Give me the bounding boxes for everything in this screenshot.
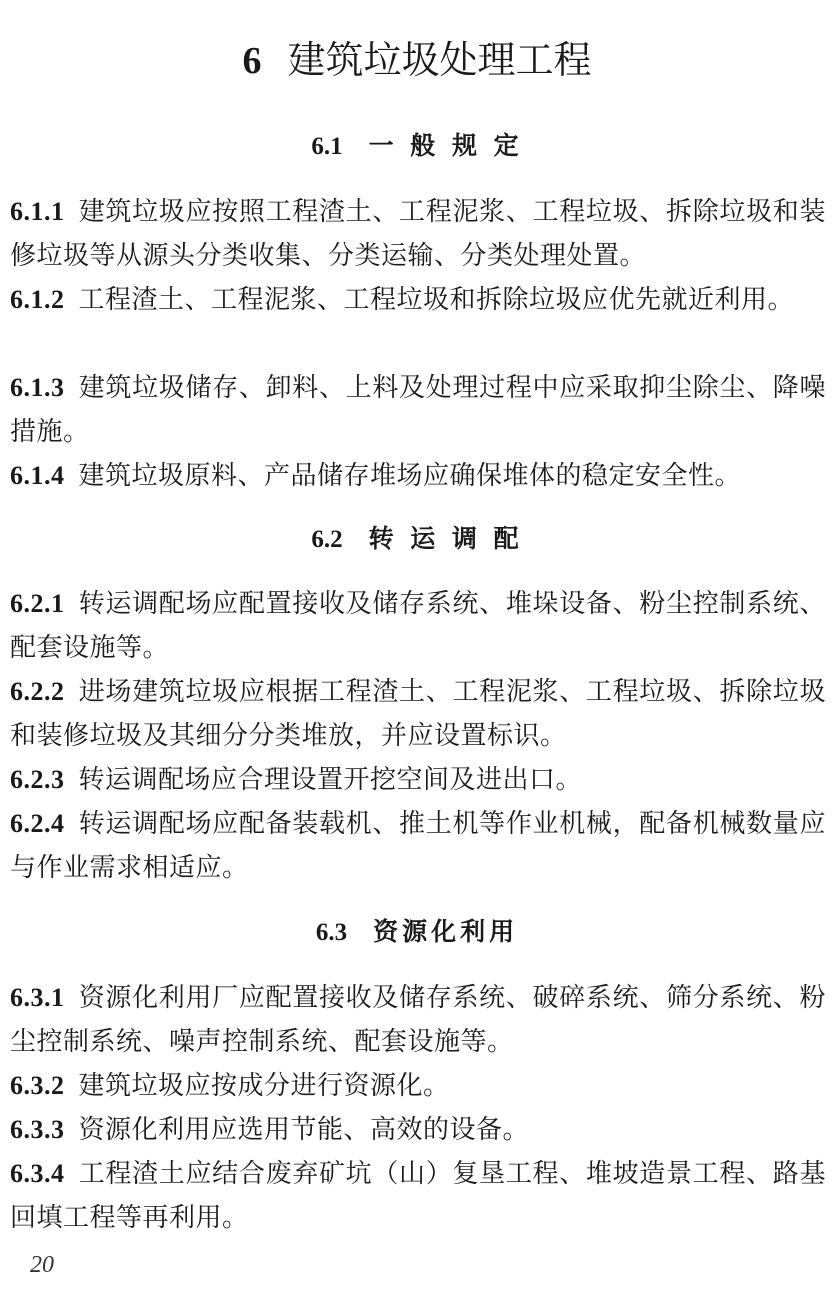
clause-6-1-1 <box>10 190 826 278</box>
clause-number: 6.1.4 <box>10 461 65 490</box>
clause-text: 建筑垃圾应按成分进行资源化。 <box>78 1071 450 1101</box>
clause-6-2-4 <box>10 802 826 890</box>
clause-6-1-4 <box>10 454 826 498</box>
clause-text: 进场建筑垃圾应根据工程渣土、工程泥浆、工程垃圾、拆除垃圾和装修垃圾及其细分分类堆放，并应设置标识。 <box>10 677 826 751</box>
clause-number: 6.2.2 <box>10 677 65 706</box>
clause-number: 6.3.3 <box>10 1115 65 1144</box>
clause-6-3-1 <box>10 976 826 1064</box>
clause-text: 转运调配场应配备装载机、推土机等作业机械，配备机械数量应与作业需求相适应。 <box>10 809 826 883</box>
section-number: 6.2 <box>311 526 343 553</box>
clause-text: 转运调配场应配置接收及储存系统、堆垛设备、粉尘控制系统、配套设施等。 <box>10 589 826 663</box>
section-name: 一 般 规 定 <box>368 131 523 160</box>
clause-text: 转运调配场应合理设置开挖空间及进出口。 <box>78 765 583 795</box>
clause-number: 6.3.1 <box>10 983 65 1012</box>
clause-number: 6.1.3 <box>10 373 65 402</box>
section-title-6-1 <box>0 126 834 166</box>
chapter-title <box>0 32 834 88</box>
clause-number: 6.3.2 <box>10 1071 65 1100</box>
clause-text: 建筑垃圾原料、产品储存堆场应确保堆体的稳定安全性。 <box>78 461 742 491</box>
clause-number: 6.2.3 <box>10 765 65 794</box>
section-title-6-2 <box>0 519 834 559</box>
section-number: 6.3 <box>315 919 348 946</box>
section-name: 转 运 调 配 <box>368 524 523 553</box>
clause-text: 工程渣土应结合废弃矿坑（山）复垦工程、堆坡造景工程、路基回填工程等再利用。 <box>10 1159 826 1233</box>
clause-6-1-2 <box>10 278 826 322</box>
section-name: 资源化利用 <box>373 917 519 946</box>
clause-6-2-3 <box>10 758 826 802</box>
clause-text: 资源化利用应选用节能、高效的设备。 <box>78 1115 530 1145</box>
clause-text: 工程渣土、工程泥浆、工程垃圾和拆除垃圾应优先就近利用。 <box>78 285 795 315</box>
clause-number: 6.2.1 <box>10 589 65 618</box>
clause-number: 6.3.4 <box>10 1159 65 1188</box>
section-title-6-3 <box>0 912 834 952</box>
clause-6-3-3 <box>10 1108 826 1152</box>
clause-6-1-3 <box>10 366 826 454</box>
clause-6-3-4 <box>10 1152 826 1240</box>
clause-6-2-1 <box>10 582 826 670</box>
page-number: 20 <box>30 1252 54 1278</box>
clause-number: 6.1.2 <box>10 285 65 314</box>
clause-6-2-2 <box>10 670 826 758</box>
clause-text: 建筑垃圾应按照工程渣土、工程泥浆、工程垃圾、拆除垃圾和装修垃圾等从源头分类收集、分类运输、分类处理处置。 <box>10 197 826 271</box>
chapter-name: 建筑垃圾处理工程 <box>287 38 592 82</box>
chapter-number: 6 <box>242 40 262 82</box>
clause-6-3-2 <box>10 1064 826 1108</box>
clause-text: 资源化利用厂应配置接收及储存系统、破碎系统、筛分系统、粉尘控制系统、噪声控制系统、配套设施等。 <box>10 983 826 1057</box>
clause-number: 6.1.1 <box>10 197 65 226</box>
clause-text: 建筑垃圾储存、卸料、上料及处理过程中应采取抑尘除尘、降噪措施。 <box>10 373 826 447</box>
section-number: 6.1 <box>311 133 343 160</box>
clause-number: 6.2.4 <box>10 809 65 838</box>
